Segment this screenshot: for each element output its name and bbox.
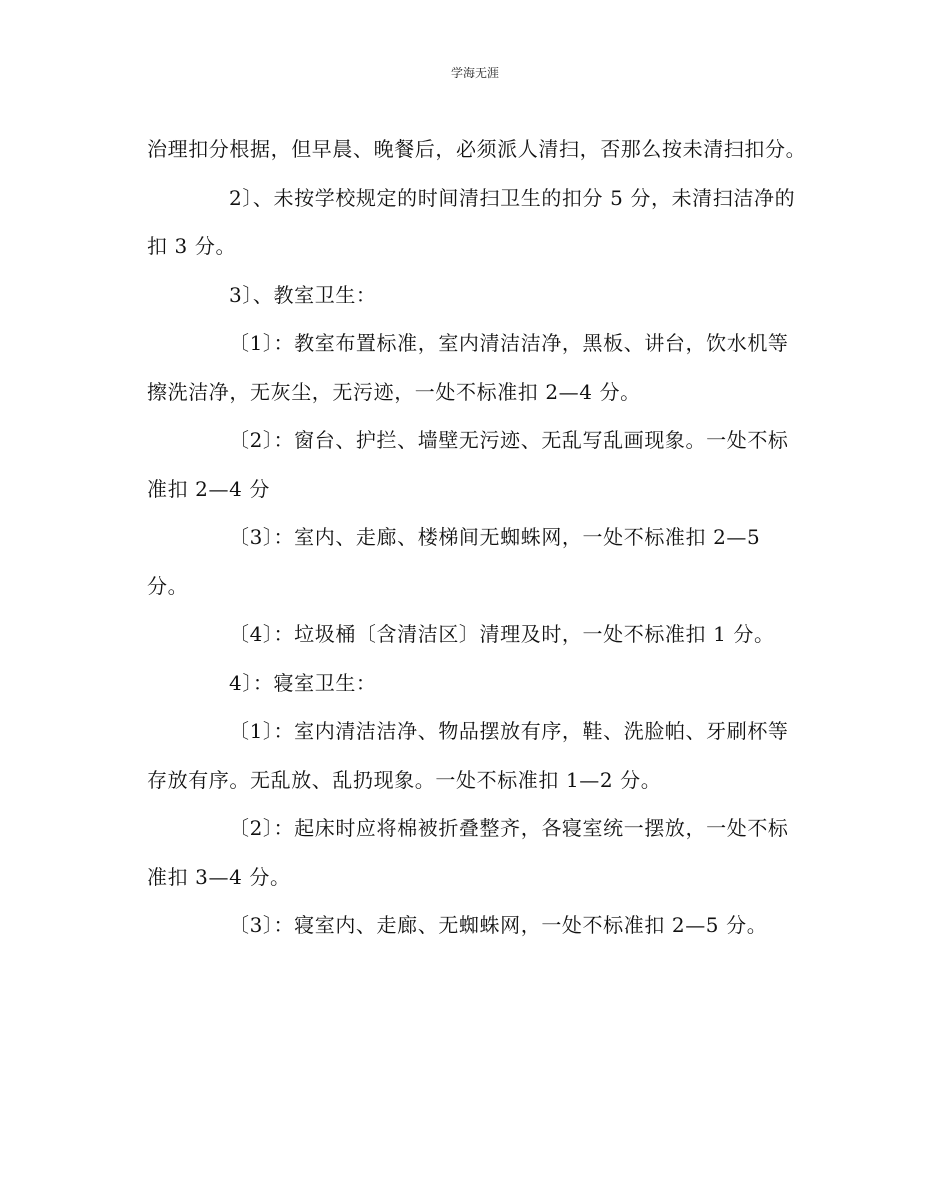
page-header: 学海无涯 [450, 66, 499, 80]
paragraph-item-2: 2〕、未按学校规定的时间清扫卫生的扣分 5 分，未清扫洁净的扣 3 分。 [147, 185, 796, 258]
paragraph-dormitory-heading: 4〕：寝室卫生： [229, 670, 377, 695]
paragraph-classroom-2: 〔2〕：窗台、护拦、墙壁无污迹、无乱写乱画现象。一处不标准扣 2—4 分 [147, 428, 789, 501]
paragraph-continuation: 治理扣分根据，但早晨、晚餐后，必须派人清扫，否那么按未清扫扣分。 [147, 137, 807, 161]
paragraph-dormitory-3: 〔3〕：寝室内、走廊、无蜘蛛网，一处不标准扣 2—5 分。 [229, 913, 768, 937]
paragraph-classroom-heading: 3〕、教室卫生： [229, 282, 377, 307]
paragraph-classroom-4: 〔4〕：垃圾桶〔含清洁区〕清理及时，一处不标准扣 1 分。 [229, 622, 775, 646]
paragraph-dormitory-1: 〔1〕：室内清洁洁净、物品摆放有序，鞋、洗脸帕、牙刷杯等存放有序。无乱放、乱扔现象。一处不标准扣 1—2 分。 [147, 719, 789, 792]
document-body [147, 125, 807, 950]
paragraph-dormitory-2: 〔2〕：起床时应将棉被折叠整齐，各寝室统一摆放，一处不标准扣 3—4 分。 [147, 816, 789, 889]
paragraph-classroom-3: 〔3〕：室内、走廊、楼梯间无蜘蛛网，一处不标准扣 2—5 分。 [147, 525, 761, 598]
paragraph-classroom-1: 〔1〕：教室布置标准，室内清洁洁净，黑板、讲台，饮水机等擦洗洁净，无灰尘，无污迹，一处不标准扣 2—4 分。 [147, 331, 789, 404]
